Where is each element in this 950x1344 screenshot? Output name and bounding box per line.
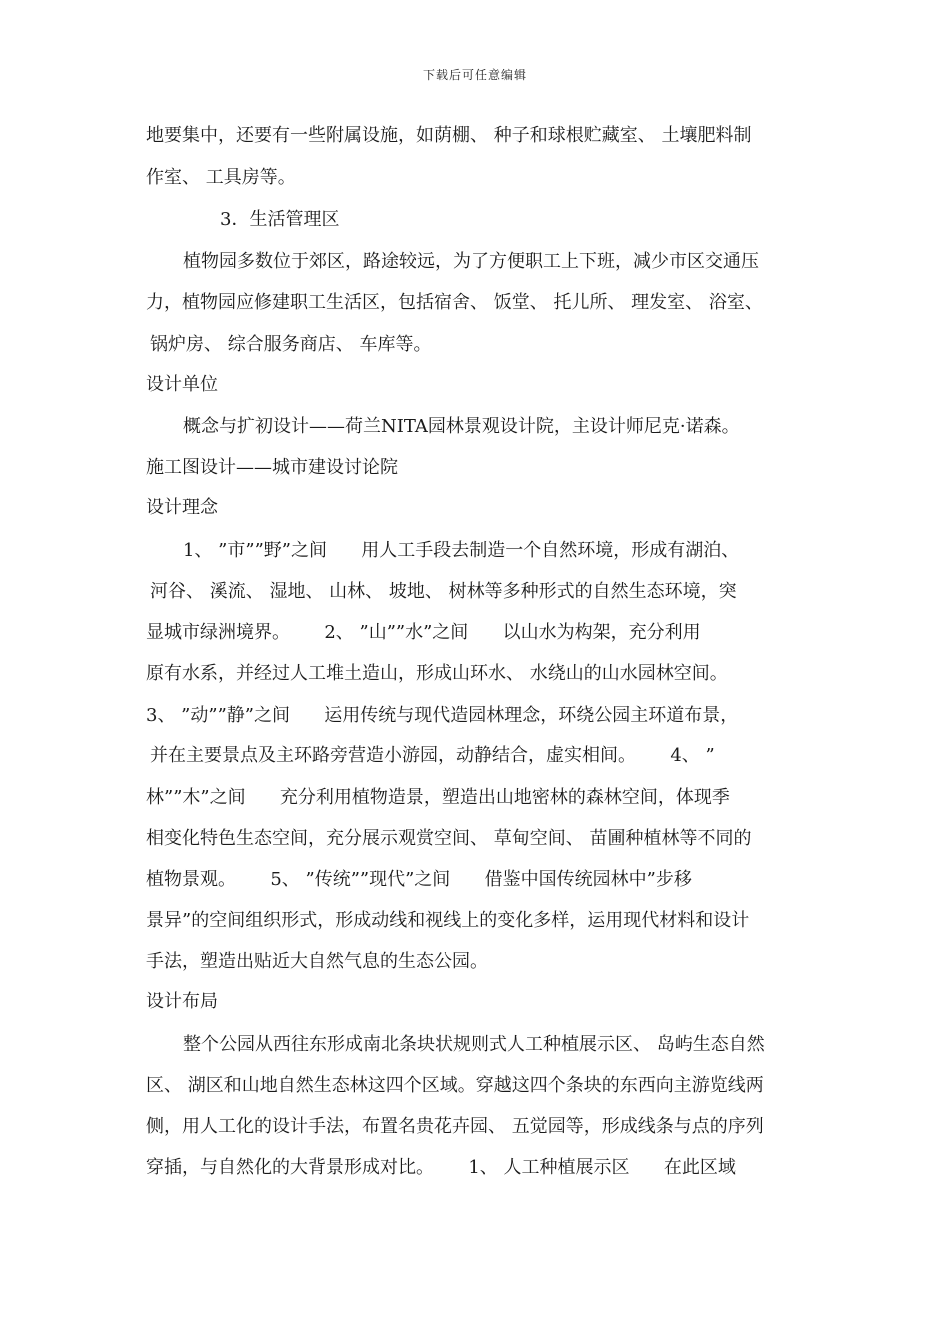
paragraph-line: 侧，用人工化的设计手法，布置名贵花卉园、 五觉园等，形成线条与点的序列 [146,1116,764,1137]
paragraph-line: 施工图设计——城市建设讨论院 [146,457,398,478]
paragraph-line: 景异”的空间组织形式，形成动线和视线上的变化多样，运用现代材料和设计 [146,910,750,931]
paragraph-line: 植物园多数位于郊区，路途较远，为了方便职工上下班，减少市区交通压 [183,251,759,272]
page-header: 下载后可任意编辑 [422,68,527,82]
paragraph-line: 相变化特色生态空间，充分展示观赏空间、 草甸空间、 苗圃种植林等不同的 [146,828,752,849]
paragraph-line: 力，植物园应修建职工生活区，包括宿舍、 饭堂、 托儿所、 理发室、 浴室、 [146,292,763,313]
paragraph-line: 地要集中，还要有一些附属设施，如荫棚、 种子和球根贮藏室、 土壤肥料制 [146,125,752,146]
paragraph-line: 作室、 工具房等。 [146,167,296,188]
paragraph-line: 河谷、 溪流、 湿地、 山林、 坡地、 树林等多种形式的自然生态环境，突 [150,581,737,602]
paragraph-line: 1、 ”市””野”之间 用人工手段去制造一个自然环境，形成有湖泊、 [183,540,740,561]
paragraph-line: 显城市绿洲境界。 2、 ”山””水”之间 以山水为构架，充分利用 [146,622,701,643]
paragraph-line: 锅炉房、 综合服务商店、 车库等。 [150,334,432,355]
paragraph-line: 整个公园从西往东形成南北条块状规则式人工种植展示区、 岛屿生态自然 [183,1034,765,1055]
paragraph-line: 原有水系，并经过人工堆土造山，形成山环水、 水绕山的山水园林空间。 [146,663,728,684]
paragraph-line: 手法，塑造出贴近大自然气息的生态公园。 [146,951,488,972]
section-heading: 3．生活管理区 [220,209,340,230]
section-heading: 设计单位 [146,374,218,395]
paragraph-line: 林””木”之间 充分利用植物造景，塑造出山地密林的森林空间，体现季 [146,787,730,808]
section-heading: 设计布局 [146,991,218,1012]
paragraph-line: 植物景观。 5、 ”传统””现代”之间 借鉴中国传统园林中”步移 [146,869,692,890]
paragraph-line: 3、 ”动””静”之间 运用传统与现代造园林理念，环绕公园主环道布景， [146,705,739,726]
paragraph-line: 穿插，与自然化的大背景形成对比。 1、 人工种植展示区 在此区域 [146,1157,736,1178]
section-heading: 设计理念 [146,497,218,518]
paragraph-line: 区、 湖区和山地自然生态林这四个区域。穿越这四个条块的东西向主游览线两 [146,1075,764,1096]
paragraph-line: 并在主要景点及主环路旁营造小游园，动静结合，虚实相间。 4、 ” [150,745,715,766]
paragraph-line: 概念与扩初设计——荷兰NITA园林景观设计院，主设计师尼克·诺森。 [183,416,740,437]
